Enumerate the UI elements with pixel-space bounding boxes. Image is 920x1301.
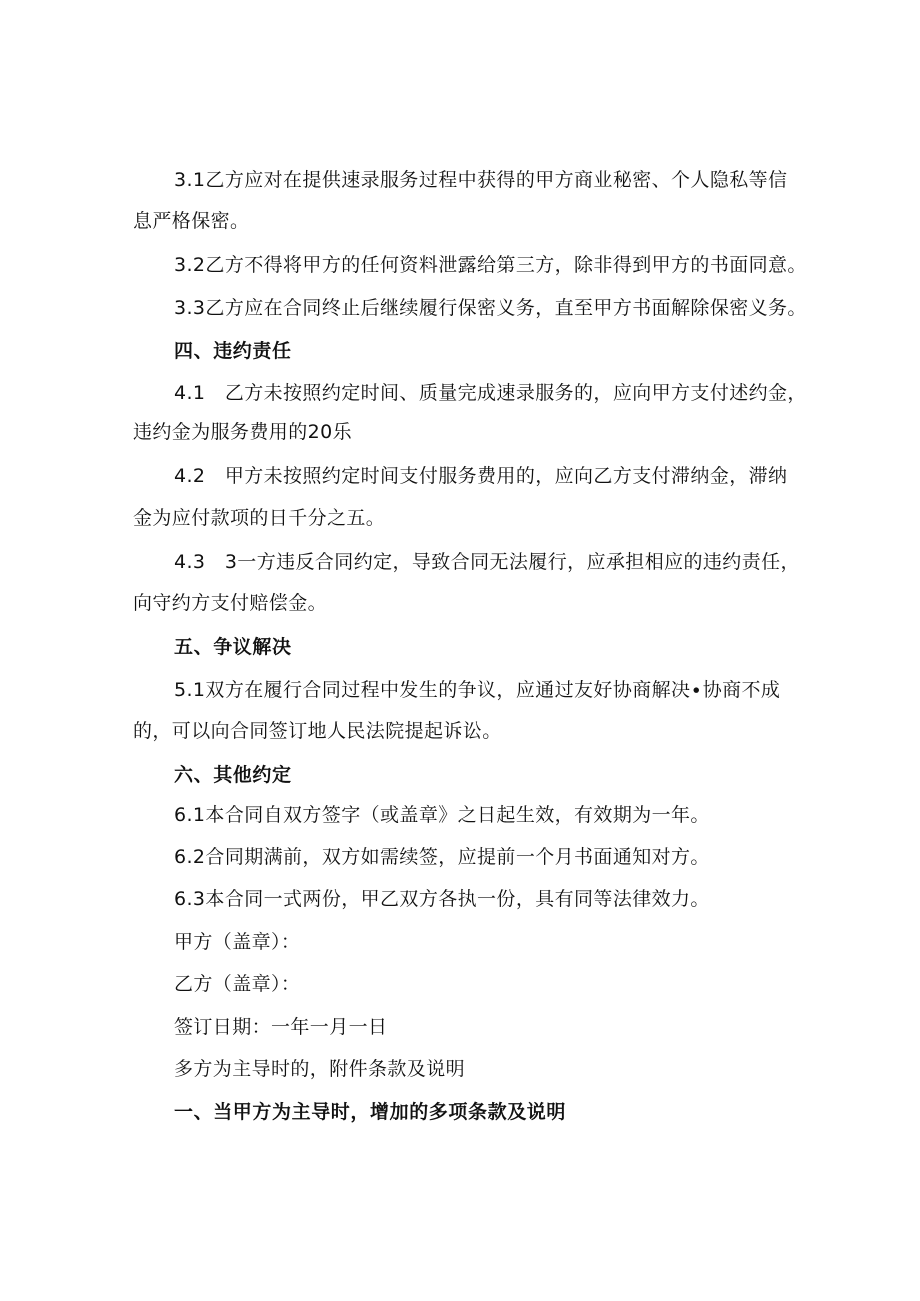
- section-5-heading: 五、争议解决: [174, 636, 292, 658]
- clause-5-1-line1: 5.1双方在履行合同过程中发生的争议，应通过友好协商解决∙协商不成: [174, 679, 781, 701]
- clause-4-3-line2: 向守约方支付赔偿金。: [133, 592, 328, 614]
- appendix-intro: 多方为主导时的，附件条款及说明: [174, 1058, 466, 1080]
- clause-4-3-line1: 4.3 3一方违反合同约定，导致合同无法履行，应承担相应的违约责任，: [174, 551, 800, 573]
- party-b-seal: 乙方（盖章）：: [174, 973, 301, 995]
- clause-3-2: 3.2乙方不得将甲方的任何资料泄露给第三方，除非得到甲方的书面同意。: [174, 254, 807, 276]
- party-a-seal: 甲方（盖章）：: [174, 931, 301, 953]
- appendix-heading: 一、当甲方为主导时，增加的多项条款及说明: [174, 1101, 567, 1123]
- signing-date: 签订日期：一年一月一日: [174, 1016, 388, 1038]
- clause-4-2-line1: 4.2 甲方未按照约定时间支付服务费用的，应向乙方支付滞纳金，滞纳: [174, 465, 788, 487]
- section-6-heading: 六、其他约定: [174, 764, 292, 786]
- clause-6-1: 6.1本合同自双方签字（或盖章》之日起生效，有效期为一年。: [174, 804, 710, 826]
- clause-6-2: 6.2合同期满前，双方如需续签，应提前一个月书面通知对方。: [174, 846, 710, 868]
- clause-5-1-line2: 的，可以向合同签订地人民法院提起诉讼。: [133, 720, 502, 742]
- clause-6-3: 6.3本合同一式两份，甲乙双方各执一份，具有同等法律效力。: [174, 888, 710, 910]
- clause-4-1-line2: 违约金为服务费用的20乐: [133, 421, 352, 443]
- clause-3-1-line1: 3.1乙方应对在提供速录服务过程中获得的甲方商业秘密、个人隐私等信: [174, 169, 788, 191]
- clause-4-1-line1: 4.1 乙方未按照约定时间、质量完成速录服务的，应向甲方支付述约金，: [174, 382, 807, 404]
- section-4-heading: 四、违约责任: [174, 340, 292, 362]
- clause-3-1-line2: 息严格保密。: [133, 210, 250, 232]
- clause-3-3: 3.3乙方应在合同终止后继续履行保密义务，直至甲方书面解除保密义务。: [174, 297, 807, 319]
- clause-4-2-line2: 金为应付款项的日千分之五。: [133, 507, 386, 529]
